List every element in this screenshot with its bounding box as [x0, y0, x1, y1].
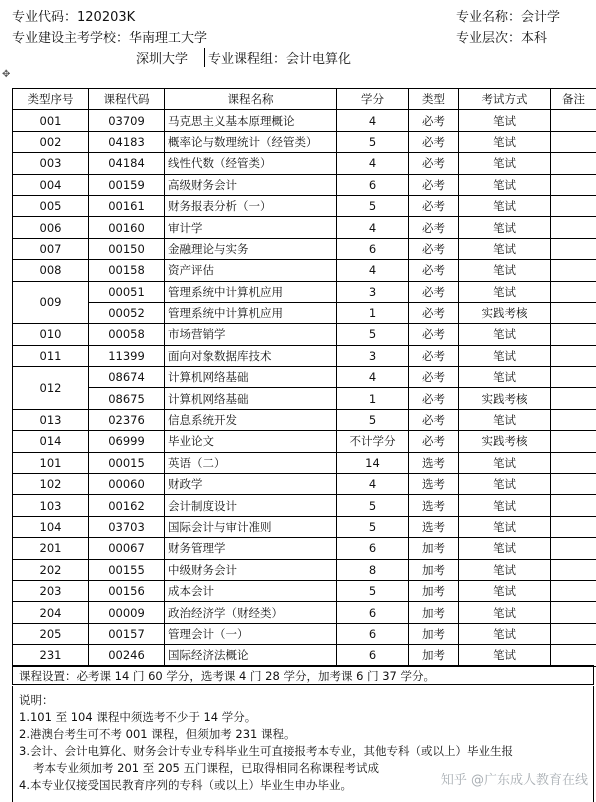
table-row [13, 281, 596, 302]
major-code [12, 6, 135, 25]
row-type: 必考 [409, 153, 459, 174]
row-credit: 5 [337, 580, 409, 601]
row-type: 必考 [409, 131, 459, 152]
row-exam: 实践考核 [459, 302, 551, 323]
row-note [551, 559, 596, 580]
table-header-row [13, 89, 596, 110]
row-exam: 笔试 [459, 345, 551, 366]
row-name: 财务报表分析（一） [165, 195, 337, 216]
row-name: 国际会计与审计准则 [165, 516, 337, 537]
row-name: 高级财务会计 [165, 174, 337, 195]
row-name: 政治经济学（财经类） [165, 602, 337, 623]
row-exam: 实践考核 [459, 388, 551, 409]
row-exam: 笔试 [459, 367, 551, 388]
row-exam: 笔试 [459, 474, 551, 495]
table-row [13, 302, 596, 323]
row-note [551, 474, 596, 495]
col-header-seq: 类型序号 [13, 89, 89, 110]
row-credit: 5 [337, 516, 409, 537]
row-credit: 5 [337, 324, 409, 345]
row-exam: 笔试 [459, 495, 551, 516]
row-seq: 004 [13, 174, 89, 195]
row-type: 必考 [409, 431, 459, 452]
table-body [13, 110, 596, 666]
row-seq: 011 [13, 345, 89, 366]
row-note [551, 580, 596, 601]
row-note [551, 238, 596, 259]
row-code: 00155 [89, 559, 165, 580]
table-row [13, 559, 596, 580]
row-seq: 201 [13, 538, 89, 559]
table-row [13, 217, 596, 238]
table-move-icon[interactable]: ✥ [2, 69, 11, 80]
row-exam: 笔试 [459, 559, 551, 580]
row-exam: 笔试 [459, 195, 551, 216]
row-credit: 6 [337, 174, 409, 195]
row-seq: 103 [13, 495, 89, 516]
row-seq: 231 [13, 645, 89, 666]
row-code: 00161 [89, 195, 165, 216]
row-name: 中级财务会计 [165, 559, 337, 580]
row-type: 必考 [409, 345, 459, 366]
row-note [551, 388, 596, 409]
row-name: 审计学 [165, 217, 337, 238]
col-header-type: 类型 [409, 89, 459, 110]
row-name: 概率论与数理统计（经管类） [165, 131, 337, 152]
row-type: 必考 [409, 302, 459, 323]
course-group [204, 48, 351, 67]
row-note [551, 431, 596, 452]
row-seq: 101 [13, 452, 89, 473]
row-seq: 008 [13, 260, 89, 281]
row-note [551, 623, 596, 644]
row-note [551, 538, 596, 559]
col-header-name: 课程名称 [165, 89, 337, 110]
table-row [13, 345, 596, 366]
row-note [551, 110, 596, 131]
row-credit: 6 [337, 538, 409, 559]
row-code: 00157 [89, 623, 165, 644]
row-type: 选考 [409, 495, 459, 516]
row-code: 00058 [89, 324, 165, 345]
row-seq: 014 [13, 431, 89, 452]
note-3-line1: 3.会计、会计电算化、财务会计专业专科毕业生可直接报考本专业，其他专科（或以上）毕业生报 [19, 744, 513, 758]
row-exam: 笔试 [459, 580, 551, 601]
host-school-label: 专业建设主考学校： [12, 31, 130, 46]
row-exam: 笔试 [459, 623, 551, 644]
row-code: 04184 [89, 153, 165, 174]
table-row [13, 174, 596, 195]
row-credit: 1 [337, 388, 409, 409]
row-seq: 002 [13, 131, 89, 152]
table-row [13, 452, 596, 473]
major-code-value: 120203K [77, 10, 136, 25]
row-type: 必考 [409, 174, 459, 195]
row-exam: 笔试 [459, 174, 551, 195]
row-type: 必考 [409, 388, 459, 409]
table-row [13, 602, 596, 623]
row-note [551, 367, 596, 388]
row-note [551, 195, 596, 216]
row-note [551, 153, 596, 174]
row-code: 00052 [89, 302, 165, 323]
row-name: 市场营销学 [165, 324, 337, 345]
row-type: 选考 [409, 452, 459, 473]
row-code: 03709 [89, 110, 165, 131]
row-exam: 笔试 [459, 602, 551, 623]
row-credit: 3 [337, 281, 409, 302]
major-level-label: 专业层次： [456, 31, 522, 46]
row-name: 面向对象数据库技术 [165, 345, 337, 366]
host-school [12, 27, 207, 46]
table-row [13, 131, 596, 152]
row-credit: 4 [337, 474, 409, 495]
course-table [12, 88, 596, 667]
table-row [13, 580, 596, 601]
row-code: 08674 [89, 367, 165, 388]
row-seq: 012 [13, 367, 89, 410]
row-type: 加考 [409, 645, 459, 666]
row-code: 00156 [89, 580, 165, 601]
row-note [551, 602, 596, 623]
major-name-label: 专业名称： [456, 10, 522, 25]
row-seq: 009 [13, 281, 89, 324]
row-credit: 5 [337, 195, 409, 216]
row-credit: 5 [337, 131, 409, 152]
note-2: 2.港澳台考生可不考 001 课程，但须加考 231 课程。 [19, 727, 296, 741]
row-seq: 104 [13, 516, 89, 537]
row-exam: 笔试 [459, 217, 551, 238]
row-exam: 笔试 [459, 110, 551, 131]
row-credit: 4 [337, 260, 409, 281]
major-level [456, 27, 547, 46]
col-header-code: 课程代码 [89, 89, 165, 110]
course-group-value: 会计电算化 [286, 52, 352, 67]
row-note [551, 516, 596, 537]
row-credit: 5 [337, 409, 409, 430]
row-name: 金融理论与实务 [165, 238, 337, 259]
row-credit: 14 [337, 452, 409, 473]
row-code: 04183 [89, 131, 165, 152]
row-code: 00051 [89, 281, 165, 302]
row-code: 00060 [89, 474, 165, 495]
row-seq: 010 [13, 324, 89, 345]
row-credit: 4 [337, 110, 409, 131]
row-note [551, 281, 596, 302]
row-credit: 1 [337, 302, 409, 323]
row-code: 00160 [89, 217, 165, 238]
row-note [551, 260, 596, 281]
row-exam: 笔试 [459, 409, 551, 430]
row-name: 资产评估 [165, 260, 337, 281]
row-credit: 8 [337, 559, 409, 580]
table-row [13, 238, 596, 259]
row-name: 计算机网络基础 [165, 388, 337, 409]
row-type: 加考 [409, 602, 459, 623]
row-credit: 不计学分 [337, 431, 409, 452]
row-name: 国际经济法概论 [165, 645, 337, 666]
row-type: 必考 [409, 195, 459, 216]
row-name: 信息系统开发 [165, 409, 337, 430]
row-name: 线性代数（经管类） [165, 153, 337, 174]
table-row [13, 495, 596, 516]
row-note [551, 495, 596, 516]
row-name: 成本会计 [165, 580, 337, 601]
row-exam: 笔试 [459, 260, 551, 281]
row-exam: 笔试 [459, 645, 551, 666]
row-name: 财务管理学 [165, 538, 337, 559]
row-type: 必考 [409, 238, 459, 259]
row-seq: 013 [13, 409, 89, 430]
row-seq: 007 [13, 238, 89, 259]
row-note [551, 409, 596, 430]
row-credit: 4 [337, 153, 409, 174]
row-seq: 203 [13, 580, 89, 601]
col-header-credit: 学分 [337, 89, 409, 110]
table-row [13, 367, 596, 388]
row-credit: 4 [337, 367, 409, 388]
row-name: 管理系统中计算机应用 [165, 302, 337, 323]
row-seq: 205 [13, 623, 89, 644]
row-note [551, 345, 596, 366]
table-row [13, 623, 596, 644]
row-type: 必考 [409, 281, 459, 302]
row-code: 08675 [89, 388, 165, 409]
row-name: 管理会计（一） [165, 623, 337, 644]
table-row [13, 388, 596, 409]
row-seq: 204 [13, 602, 89, 623]
row-name: 管理系统中计算机应用 [165, 281, 337, 302]
row-note [551, 302, 596, 323]
note-3-line2: 考本专业须加考 201 至 205 五门课程，已取得相同名称课程考试成 [33, 761, 380, 775]
table-row [13, 260, 596, 281]
row-type: 必考 [409, 217, 459, 238]
row-credit: 6 [337, 623, 409, 644]
row-exam: 笔试 [459, 516, 551, 537]
row-credit: 6 [337, 238, 409, 259]
table-row [13, 516, 596, 537]
row-exam: 笔试 [459, 131, 551, 152]
row-name: 毕业论文 [165, 431, 337, 452]
row-code: 06999 [89, 431, 165, 452]
row-seq: 202 [13, 559, 89, 580]
row-code: 00015 [89, 452, 165, 473]
major-code-label: 专业代码： [12, 10, 78, 25]
table-row [13, 645, 596, 666]
row-credit: 3 [337, 345, 409, 366]
row-seq: 102 [13, 474, 89, 495]
row-type: 选考 [409, 474, 459, 495]
row-type: 加考 [409, 559, 459, 580]
row-code: 00162 [89, 495, 165, 516]
row-name: 会计制度设计 [165, 495, 337, 516]
course-group-label: 专业课程组： [208, 52, 287, 67]
row-credit: 6 [337, 645, 409, 666]
row-exam: 笔试 [459, 281, 551, 302]
row-type: 选考 [409, 516, 459, 537]
watermark: 知乎 @广东成人教育在线 [440, 773, 588, 788]
row-code: 00009 [89, 602, 165, 623]
row-exam: 笔试 [459, 238, 551, 259]
row-credit: 4 [337, 217, 409, 238]
row-seq: 003 [13, 153, 89, 174]
col-header-exam: 考试方式 [459, 89, 551, 110]
row-note [551, 452, 596, 473]
table-row [13, 474, 596, 495]
table-row [13, 538, 596, 559]
row-exam: 笔试 [459, 452, 551, 473]
row-type: 加考 [409, 580, 459, 601]
major-level-value: 本科 [521, 31, 548, 46]
row-type: 必考 [409, 367, 459, 388]
row-note [551, 645, 596, 666]
table-row [13, 110, 596, 131]
col-header-note: 备注 [551, 89, 596, 110]
row-exam: 笔试 [459, 153, 551, 174]
row-type: 必考 [409, 324, 459, 345]
row-name: 计算机网络基础 [165, 367, 337, 388]
row-code: 00067 [89, 538, 165, 559]
row-seq: 005 [13, 195, 89, 216]
row-exam: 实践考核 [459, 431, 551, 452]
row-name: 财政学 [165, 474, 337, 495]
row-note [551, 217, 596, 238]
note-1: 1.101 至 104 课程中须选考不少于 14 学分。 [19, 710, 257, 724]
row-code: 00150 [89, 238, 165, 259]
row-seq: 006 [13, 217, 89, 238]
row-type: 必考 [409, 110, 459, 131]
row-name: 马克思主义基本原理概论 [165, 110, 337, 131]
row-name: 英语（二） [165, 452, 337, 473]
row-type: 必考 [409, 260, 459, 281]
table-row [13, 153, 596, 174]
row-code: 02376 [89, 409, 165, 430]
row-exam: 笔试 [459, 538, 551, 559]
row-type: 加考 [409, 538, 459, 559]
row-exam: 笔试 [459, 324, 551, 345]
notes-title: 说明： [19, 693, 54, 707]
major-name [456, 6, 560, 25]
row-code: 00159 [89, 174, 165, 195]
table-row [13, 324, 596, 345]
row-note [551, 131, 596, 152]
row-type: 加考 [409, 623, 459, 644]
table-row [13, 409, 596, 430]
host-school-value: 华南理工大学 [129, 31, 208, 46]
row-note [551, 174, 596, 195]
note-4: 4.本专业仅接受国民教育序列的专科（或以上）毕业生申办毕业。 [19, 778, 352, 792]
row-code: 03703 [89, 516, 165, 537]
row-code: 00246 [89, 645, 165, 666]
row-type: 必考 [409, 409, 459, 430]
major-name-value: 会计学 [521, 10, 561, 25]
row-credit: 5 [337, 495, 409, 516]
table-row [13, 431, 596, 452]
row-credit: 6 [337, 602, 409, 623]
second-school: 深圳大学 [136, 52, 189, 67]
row-note [551, 324, 596, 345]
table-row [13, 195, 596, 216]
row-code: 00158 [89, 260, 165, 281]
row-code: 11399 [89, 345, 165, 366]
row-seq: 001 [13, 110, 89, 131]
course-summary: 课程设置：必考课 14 门 60 学分，选考课 4 门 28 学分，加考课 6 门 37 学分。 [12, 665, 594, 685]
